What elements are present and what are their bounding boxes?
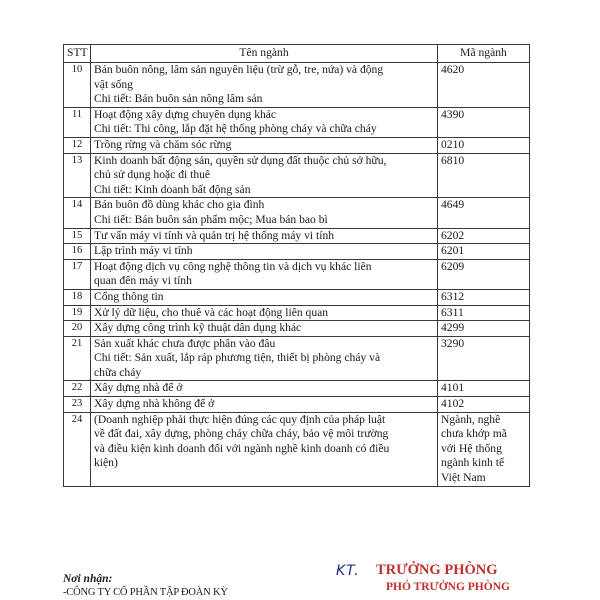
row-stt: 13 [64, 153, 91, 198]
table-row [64, 107, 530, 137]
row-industry-code [438, 107, 530, 137]
row-stt: 12 [64, 137, 91, 153]
row-stt: 19 [64, 305, 91, 321]
industry-name-line: Chi tiết: Thi công, lắp đặt hệ thống phòng cháy và chữa cháy [94, 122, 377, 136]
row-industry-name [91, 107, 438, 137]
row-industry-name [91, 137, 438, 153]
industry-name-line: Chi tiết: Sản xuất, lắp ráp phương tiện, thiết bị phòng cháy và [94, 351, 381, 365]
row-industry-code [438, 228, 530, 244]
row-stt: 11 [64, 107, 91, 137]
table-row [64, 137, 530, 153]
row-stt: 24 [64, 412, 91, 486]
row-stt: 10 [64, 63, 91, 108]
header-name: Tên ngành [91, 45, 438, 63]
row-stt: 17 [64, 259, 91, 289]
industry-name-line: và điều kiện kinh doanh đối với ngành nghề kinh doanh có điều [94, 441, 390, 455]
header-stt: STT [64, 45, 91, 63]
industry-code-line: ngành kinh tế [441, 456, 505, 470]
industry-code-line: 4299 [441, 321, 465, 335]
industry-code-line: 6202 [441, 228, 465, 242]
table-row [64, 321, 530, 337]
industry-code-line: chưa khớp mã [441, 427, 507, 441]
row-industry-code [438, 137, 530, 153]
row-industry-code [438, 259, 530, 289]
row-industry-name [91, 305, 438, 321]
industry-code-line: 4649 [441, 198, 465, 212]
row-industry-code [438, 412, 530, 486]
industry-name-line: (Doanh nghiệp phải thực hiện đúng các quy định của pháp luật [94, 412, 386, 426]
industry-name-line: Chi tiết: Bán buôn sản nông lâm sản [94, 92, 263, 106]
row-stt: 16 [64, 244, 91, 260]
industry-code-line: với Hệ thống [441, 441, 502, 455]
industry-name-line: Xử lý dữ liệu, cho thuê và các hoạt động liên quan [94, 305, 329, 319]
row-industry-code [438, 397, 530, 413]
table-row [64, 259, 530, 289]
industry-name-line: Bán buôn đồ dùng khác cho gia đình [94, 198, 265, 212]
industry-code-line: 6311 [441, 305, 464, 319]
industry-name-line: kiện) [94, 456, 118, 470]
industry-name-line: vật sống [94, 77, 133, 91]
industry-code-line: 6209 [441, 259, 465, 273]
industry-name-line: chủ sử dụng hoặc đi thuê [94, 168, 211, 182]
row-industry-code [438, 289, 530, 305]
industry-code-line: 3290 [441, 336, 465, 350]
industry-name-line: Cổng thông tin [94, 289, 164, 303]
industry-code-line: Ngành, nghề [441, 412, 501, 426]
table-row [64, 397, 530, 413]
table-row [64, 63, 530, 108]
industry-name-line: Tư vấn máy vi tính và quản trị hệ thống máy vi tính [94, 228, 335, 242]
table-header-row [64, 45, 530, 63]
row-industry-code [438, 321, 530, 337]
industry-code-line: 4620 [441, 63, 465, 76]
row-industry-code [438, 244, 530, 260]
row-industry-name [91, 289, 438, 305]
industry-name-line: Hoạt động xây dựng chuyên dụng khác [94, 107, 277, 121]
row-industry-code [438, 63, 530, 108]
industry-code-line: 4390 [441, 107, 465, 121]
row-stt: 23 [64, 397, 91, 413]
industry-code-line: 0210 [441, 137, 465, 151]
table-row [64, 305, 530, 321]
industry-name-line: quan đến máy vi tính [94, 274, 192, 288]
table-row [64, 412, 530, 486]
table-row [64, 289, 530, 305]
row-industry-name [91, 198, 438, 228]
table-row [64, 228, 530, 244]
recipient-line: -CÔNG TY CỔ PHẦN TẬP ĐOÀN KỲ [63, 587, 228, 598]
industry-name-line: về đất đai, xây dựng, phòng cháy chữa cháy, bảo vệ môi trường [94, 427, 389, 441]
business-lines-table [63, 44, 530, 487]
row-industry-name [91, 153, 438, 198]
row-industry-code [438, 336, 530, 381]
industry-code-line: 4102 [441, 397, 465, 411]
table-row [64, 381, 530, 397]
row-industry-name [91, 63, 438, 108]
row-industry-name [91, 228, 438, 244]
table-row [64, 198, 530, 228]
industry-name-line: Trồng rừng và chăm sóc rừng [94, 137, 232, 151]
industry-name-line: Xây dựng công trình kỹ thuật dân dụng khác [94, 321, 302, 335]
industry-name-line: Chi tiết: Bán buôn sản phẩm mộc; Mua bán bao bì [94, 212, 328, 226]
signature-subtitle: PHÓ TRƯỞNG PHÒNG [386, 581, 510, 593]
row-stt: 21 [64, 336, 91, 381]
row-industry-name [91, 259, 438, 289]
recipients-title: Nơi nhận: [63, 573, 113, 585]
industry-name-line: chữa cháy [94, 365, 142, 379]
signature-title: TRƯỞNG PHÒNG [376, 562, 498, 578]
row-industry-code [438, 381, 530, 397]
industry-code-line: 6312 [441, 289, 465, 303]
industry-code-line: 6201 [441, 244, 465, 258]
table-row [64, 336, 530, 381]
row-industry-name [91, 244, 438, 260]
industry-name-line: Sản xuất khác chưa được phân vào đâu [94, 336, 276, 350]
row-industry-name [91, 381, 438, 397]
table-row [64, 153, 530, 198]
row-industry-name [91, 336, 438, 381]
signature-prefix: KT. [336, 563, 360, 579]
industry-code-line: 4101 [441, 381, 465, 395]
industry-name-line: Bán buôn nông, lâm sản nguyên liệu (trừ gỗ, tre, nứa) và động [94, 63, 384, 76]
row-industry-code [438, 153, 530, 198]
row-industry-code [438, 305, 530, 321]
table-body [64, 63, 530, 487]
row-industry-name [91, 412, 438, 486]
row-stt: 22 [64, 381, 91, 397]
row-stt: 18 [64, 289, 91, 305]
industry-code-line: Việt Nam [441, 471, 486, 485]
industry-name-line: Hoạt động dịch vụ công nghệ thông tin và dịch vụ khác liên [94, 259, 372, 273]
row-industry-code [438, 198, 530, 228]
row-stt: 20 [64, 321, 91, 337]
table-row [64, 244, 530, 260]
industry-code-line: 6810 [441, 153, 465, 167]
industry-name-line: Chi tiết: Kinh doanh bất động sản [94, 182, 251, 196]
row-stt: 15 [64, 228, 91, 244]
header-code: Mã ngành [438, 45, 530, 63]
row-stt: 14 [64, 198, 91, 228]
industry-name-line: Kinh doanh bất động sản, quyền sử dụng đất thuộc chủ sở hữu, [94, 153, 387, 167]
industry-name-line: Xây dựng nhà không để ở [94, 397, 215, 411]
row-industry-name [91, 321, 438, 337]
row-industry-name [91, 397, 438, 413]
industry-name-line: Xây dựng nhà để ở [94, 381, 183, 395]
industry-name-line: Lập trình máy vi tính [94, 244, 193, 258]
